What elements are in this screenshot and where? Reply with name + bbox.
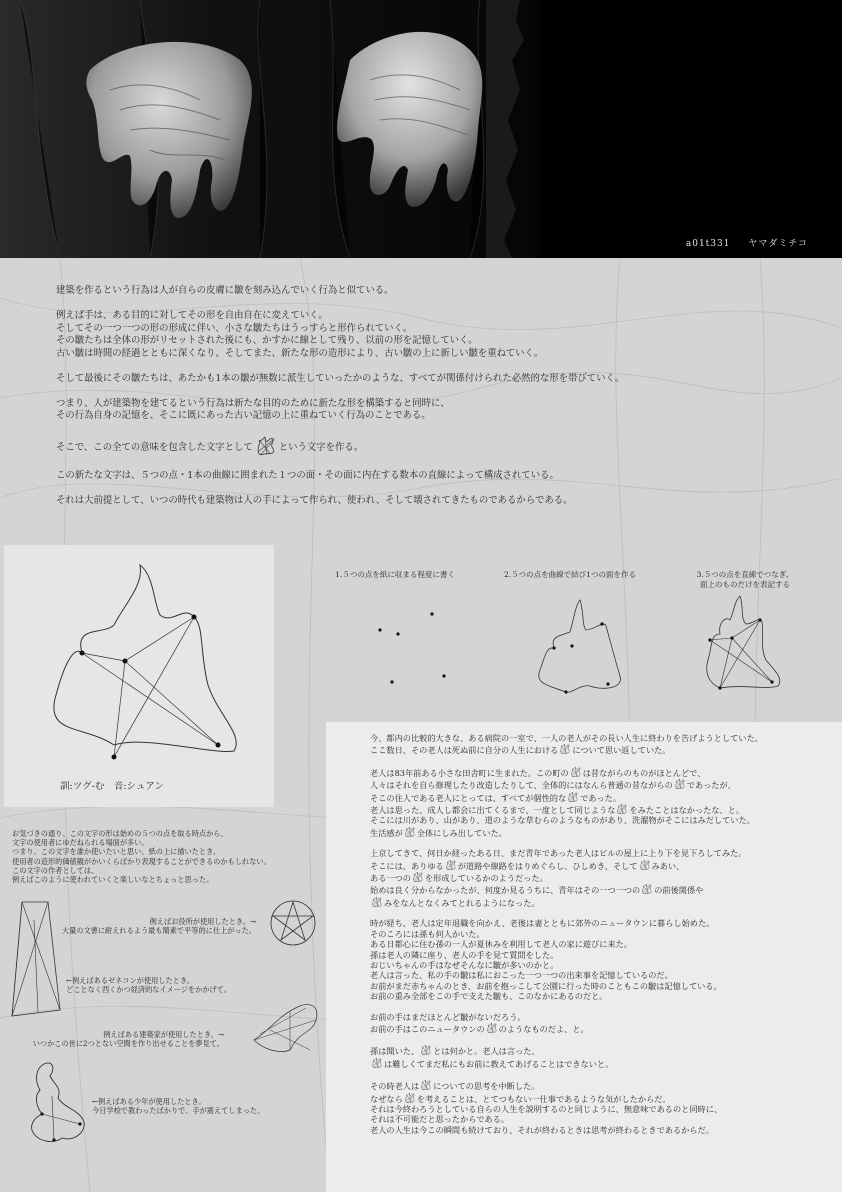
story-line: は難しくてまだ私にもお前に教えてあげることはできないと。: [370, 1059, 613, 1069]
story-line: 老人は83年前ある小さな田舎町に生まれた。この町の は昔ながらのものがほとんどで、: [370, 767, 706, 778]
story-line: 孫は老人の隣に座り、老人の手を見て質問をした。: [370, 949, 559, 960]
essay-line: 建築を作るという行為は人が自らの皮膚に皺を刻み込んでいく行為と似ている。: [56, 285, 394, 296]
step-2-label: 2.５つの点を曲線で結び1つの面を作る: [504, 570, 636, 579]
wrinkle-glyph-icon: [639, 859, 651, 871]
story-line: 始めは良く分からなかったが、何度か見るうちに、青年はその一つ一つの の前後関係や: [370, 885, 704, 896]
story-line: おじいちゃんの手はなぜそんなに皺が多いのかと。: [370, 959, 559, 970]
wrinkle-glyph-icon: [674, 778, 686, 790]
story-paragraph-4: [370, 918, 830, 1001]
glyph-diagram: [4, 545, 274, 807]
story-line: ある一つの を形成しているかのようだった。: [370, 873, 548, 884]
step-2-diagram: [530, 596, 630, 696]
essay-glyph-line: [56, 435, 816, 457]
story-line: 上京してきて、何日か経ったある日、まだ青年であった老人はビルの屋上に上り下を見下ろしてみた。: [370, 848, 747, 859]
hero-caption: [686, 236, 808, 249]
story-line: 今、都内の比較的大きな、ある病院の一室で、一人の老人がその長い人生に終わりを告げようとしていた。: [370, 733, 763, 743]
note-line: 例えばこのように使われていくと楽しいなとちょっと思った。: [12, 875, 214, 885]
wrinkle-glyph-icon: [420, 1044, 432, 1056]
point: [192, 615, 197, 620]
essay-line: そして最後にその皺たちは、あたかも1本の皺が無数に派生していったかのような、すべてが関係付けられた必然的な形を帯びていく。: [56, 372, 625, 384]
essay-paragraph-2: [56, 310, 816, 360]
story-line: 孫は聞いた、 とは何かと。老人は言った、: [370, 1046, 540, 1057]
story-line: お前の手はまだほとんど皺がないだろう。: [370, 1011, 526, 1022]
essay-line: つまり、人が建築物を建てるという行為は新たな目的のために新たな形を構築すると同時に、: [56, 397, 450, 409]
step-1-label: 1.５つの点を紙に収まる程度に書く: [335, 570, 455, 579]
wrinkle-glyph-icon: [445, 859, 457, 871]
story-paragraph-1: [370, 733, 830, 756]
story-paragraph-7: [370, 1079, 830, 1135]
point: [123, 659, 128, 664]
essay-line: そしてその一つ一つの形の形成に伴い、小さな皺たちはうっすらと形作られていく。: [56, 322, 413, 334]
story-line: そこには、ありゆる が道路や線路をはりめぐらし、ひしめき、そして みあい、: [370, 860, 685, 871]
story-line: それは今終わろうとしている自らの人生を説明するのと同じように、無意味であるのと同時に、: [370, 1103, 723, 1114]
wrinkle-glyph-icon: [255, 435, 277, 457]
story-paragraph-3: [370, 848, 830, 908]
story-line: なぜなら を考えることは、とてつもない一仕事であるような気がしたからだ。: [370, 1093, 671, 1104]
example-boy: ←例えばある少年が使用したとき。 今日学校で教わったばかりで、手が震えてしまった。: [92, 1097, 265, 1116]
story: [370, 733, 830, 1145]
essay-premise-line: それは大前提として、いつの時代も建築物は人の手によって作られ、使われ、そして壊されてきたものであるからである。: [56, 494, 573, 506]
student-id: a01t331: [685, 239, 731, 249]
wrinkle-glyph-icon: [404, 826, 416, 838]
step-3-diagram: [700, 594, 800, 694]
step-3-label: 3.５つの点を直線でつなぎ、 面上のものだけを表記する: [696, 570, 794, 589]
story-paragraph-2: [370, 766, 830, 838]
essay-line: その行為自身の記憶を、そこに既にあった古い記憶の上に重ねていく行為のことである。: [56, 410, 431, 421]
essay-line: 古い皺は時間の経過とともに深くなり、そしてまた、新たな形の造形により、古い皺の上に新しい皺を重ねていく。: [56, 347, 544, 359]
wrinkle-glyph-icon: [371, 1057, 383, 1069]
note-line: この文字の作者としては、: [12, 865, 99, 875]
pentagram-sketch: [268, 898, 318, 948]
point: [216, 743, 221, 748]
story-line: 生活感が 全体にしみ出していた。: [370, 827, 507, 838]
wrinkle-glyph-icon: [559, 743, 571, 755]
example-office: 例えばお役所が使用したとき。→ 大量の文書に耐えれるよう最も簡素で平等的に仕上がった。: [61, 917, 256, 936]
glyph-diagram-panel: [4, 545, 274, 807]
story-line: みをなんとなくみてとれるようになった。: [370, 898, 540, 908]
story-line: その時老人は についての思考を中断した。: [370, 1081, 540, 1092]
story-line: お前がまだ赤ちゃんのとき、お前を抱っこして公園に行った時のこともこの皺は記憶している。: [370, 980, 722, 991]
story-line: 老人の人生は今この瞬間も続けており、それが終わるときは思考が終わるときであるからだ。: [370, 1124, 714, 1135]
essay-line: その皺たちは全体の形がリセットされた後にも、かすかに線として残り、以前の形を記憶していく。: [56, 335, 478, 346]
story-line: そこの住人である老人にとっては、すべてが個性的な であった。: [370, 792, 622, 803]
architect-glyph-sketch: [250, 1000, 326, 1056]
wrinkle-glyph-icon: [567, 791, 579, 803]
note-line: 使用者の造形的価値観がかいくらばかり表現することができるのかもしれない。: [12, 856, 271, 866]
example-architect: 例えばある建築家が使用したとき。→ いつかこの世に2つとない空間を作り出せることを夢見て。: [32, 1030, 224, 1049]
story-line: お前の手はこのニュータウンの のようなものだよ、と。: [370, 1023, 589, 1034]
wrinkle-glyph-icon: [616, 803, 628, 815]
story-line: ある日都心に住む孫の一人が夏休みを利用して老人の家に遊びに来た。: [370, 939, 633, 950]
note-line: お気づきの通り、この文字の形は始めの５つの点を取る時点から、: [12, 829, 228, 838]
wrinkle-glyph-icon: [371, 896, 383, 908]
wrinkle-glyph-icon: [641, 883, 653, 895]
story-line: お前の重み全部をこの手で支えた皺も、このなかにあるのだと。: [370, 991, 608, 1002]
glyph-reading: 訓:ツグ-む 音:シュアン: [60, 781, 164, 792]
story-paragraph-5: [370, 1012, 830, 1035]
hands-photo: [0, 0, 842, 258]
story-line: 老人は思った、成人し都会に出てくるまで、一度として同じような をみたことはなかったな、と。: [370, 805, 745, 816]
essay-paragraph-1: [56, 285, 816, 298]
essay-line: 例えば手は、ある目的に対してその形を自由自在に変えていく。: [56, 310, 328, 321]
boy-glyph-sketch: [24, 1058, 94, 1148]
hands-photo-image: [0, 0, 842, 258]
wrinkle-glyph-icon: [570, 766, 582, 778]
note-line: 文字の使用者にゆだねられる場面が多い。: [12, 838, 149, 848]
essay-paragraph-4: [56, 398, 816, 423]
step-1-diagram: [360, 600, 470, 700]
note-line: つまり、この文字を誰か使いたいと思い、紙の上に描いたとき、: [12, 847, 221, 857]
story-line: 人々はそれを自ら修理したり改造したりして、全体的にはなんら普通の昔ながらの であったが、: [370, 780, 736, 791]
essay-structure-line: この新たな文字は、５つの点・1本の曲線に囲まれた１つの面・その面に内在する数本の直線によって構成されている。: [56, 469, 559, 481]
essay-line: という文字を作る。: [278, 442, 364, 453]
notes: [12, 829, 302, 884]
wrinkle-glyph-icon: [486, 1022, 498, 1034]
point: [80, 651, 85, 656]
essay-paragraph-3: [56, 373, 816, 386]
wrinkle-glyph-icon: [404, 1092, 416, 1104]
essay: [56, 285, 816, 520]
story-line: そこには川があり、山があり、道のような草むらのようなものがあり、洗濯物がそこにはみだしていた。: [370, 815, 755, 826]
author-name: ヤマダミチコ: [748, 239, 808, 249]
example-contractor: ←例えばあるゼネコンが使用したとき。 どことなく西くかつ経済的なイメージをかかげて。: [66, 976, 231, 995]
story-line: それは不可能だと思ったからである。: [370, 1114, 510, 1125]
point: [112, 755, 117, 760]
story-line: そのころには孫も何人かいた。: [370, 928, 485, 939]
essay-line: そこで、この全ての意味を包含した文字として: [56, 442, 253, 453]
story-line: 老人は言った、私の手の皺は私におこった一つ一つの出来事を記憶しているのだ。: [370, 970, 673, 981]
wrinkle-glyph-icon: [412, 871, 424, 883]
story-line: 時が経ち、老人は定年退職を向かえ、老後は妻とともに郊外のニュータウンに暮らし始めた。: [370, 918, 715, 929]
story-paragraph-6: [370, 1044, 830, 1069]
story-line: ここ数日、その老人は死ぬ前に自分の人生における について思い返していた。: [370, 745, 671, 756]
wrinkle-glyph-icon: [420, 1079, 432, 1091]
